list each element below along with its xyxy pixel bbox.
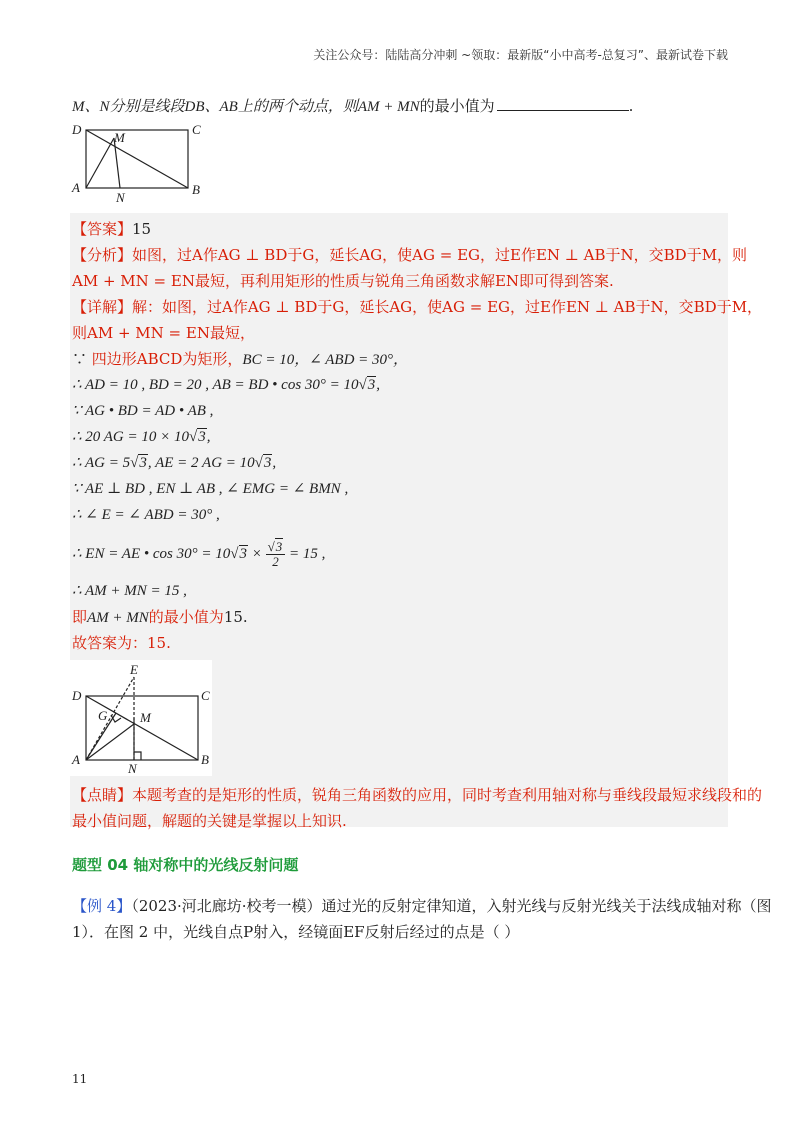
label-B: B (201, 752, 209, 767)
example-line-1: 【例 4】（2023·河北廊坊·校考一模）通过光的反射定律知道，入射光线与反射光线关于法线成轴对称（图 (72, 897, 772, 915)
comment-line-2: 最小值问题，解题的关键是掌握以上知识. (72, 812, 347, 830)
detail-line-1: 【详解】解：如图，过A作AG ⊥ BD于G，延长AG，使AG = EG，过E作EN ⊥ AB于N，交BD于M， (72, 298, 763, 316)
label-A: A (72, 180, 80, 195)
fraction-sqrt3-over-2: $\frac{√3}{2}$ (266, 540, 286, 569)
page-number: 11 (72, 1072, 88, 1086)
label-M: M (140, 710, 151, 725)
label-D: D (72, 688, 82, 703)
analysis-line-2: AM + MN = EN最短，再利用矩形的性质与锐角三角函数求解EN即可得到答案. (72, 272, 614, 290)
analysis-line-1: 【分析】如图，过A作AG ⊥ BD于G，延长AG，使AG = EG，过E作EN ⊥ AB于N，交BD于M，则 (72, 246, 748, 264)
detail-line-10: ∴ EN = AE • cos 30° = 10√3 × $\frac{√3}{2}$ = 15 , (72, 539, 326, 569)
detail-line-11: ∴ AM + MN = 15 , (72, 583, 187, 599)
label-D: D (72, 122, 82, 137)
detail-line-7: ∴ AG = 5√3, AE = 2 AG = 10√3, (72, 455, 277, 471)
question-line: M、N分别是线段DB、AB上的两个动点，则AM + MN的最小值为 . (72, 97, 634, 115)
detail-line-3: ∵ 四边形ABCD为矩形，BC = 10，∠ ABD = 30°， (72, 350, 409, 368)
page-header: 关注公众号：陆陆高分冲刺 ~领取：最新版“小中高考-总复习”、最新试卷下载 (313, 48, 728, 62)
comment-line-1: 【点睛】本题考查的是矩形的性质，锐角三角函数的应用，同时考查利用轴对称与垂线段最短求线段和的 (72, 786, 763, 804)
figure-1-rectangle (70, 118, 210, 204)
detail-line-5: ∵ AG • BD = AD • AB , (72, 403, 214, 419)
answer-line: 【答案】15 (72, 220, 152, 238)
detail-line-8: ∵ AE ⊥ BD , EN ⊥ AB , ∠ EMG = ∠ BMN , (72, 481, 349, 497)
example-line-2: 1）．在图 2 中，光线自点P射入，经镜面EF反射后经过的点是（ ） (72, 923, 520, 941)
label-E: E (130, 662, 138, 677)
detail-line-12: 即AM + MN的最小值为15. (72, 608, 248, 626)
section-title: 题型 04 轴对称中的光线反射问题 (72, 856, 299, 874)
answer-blank (497, 95, 629, 111)
detail-line-6: ∴ 20 AG = 10 × 10√3, (72, 429, 211, 445)
label-C: C (201, 688, 210, 703)
label-N: N (116, 190, 125, 204)
detail-line-13: 故答案为：15. (72, 634, 171, 652)
label-M: M (114, 130, 125, 145)
label-N: N (128, 761, 137, 776)
detail-line-4: ∴ AD = 10 , BD = 20 , AB = BD • cos 30° = 10√3, (72, 377, 381, 393)
figure-2-rectangle (70, 660, 212, 776)
label-C: C (192, 122, 201, 137)
detail-line-2: 则AM + MN = EN最短， (72, 324, 255, 342)
label-G: G (98, 708, 108, 723)
detail-line-9: ∴ ∠ E = ∠ ABD = 30° , (72, 507, 220, 523)
label-A: A (72, 752, 80, 767)
label-B: B (192, 182, 200, 197)
